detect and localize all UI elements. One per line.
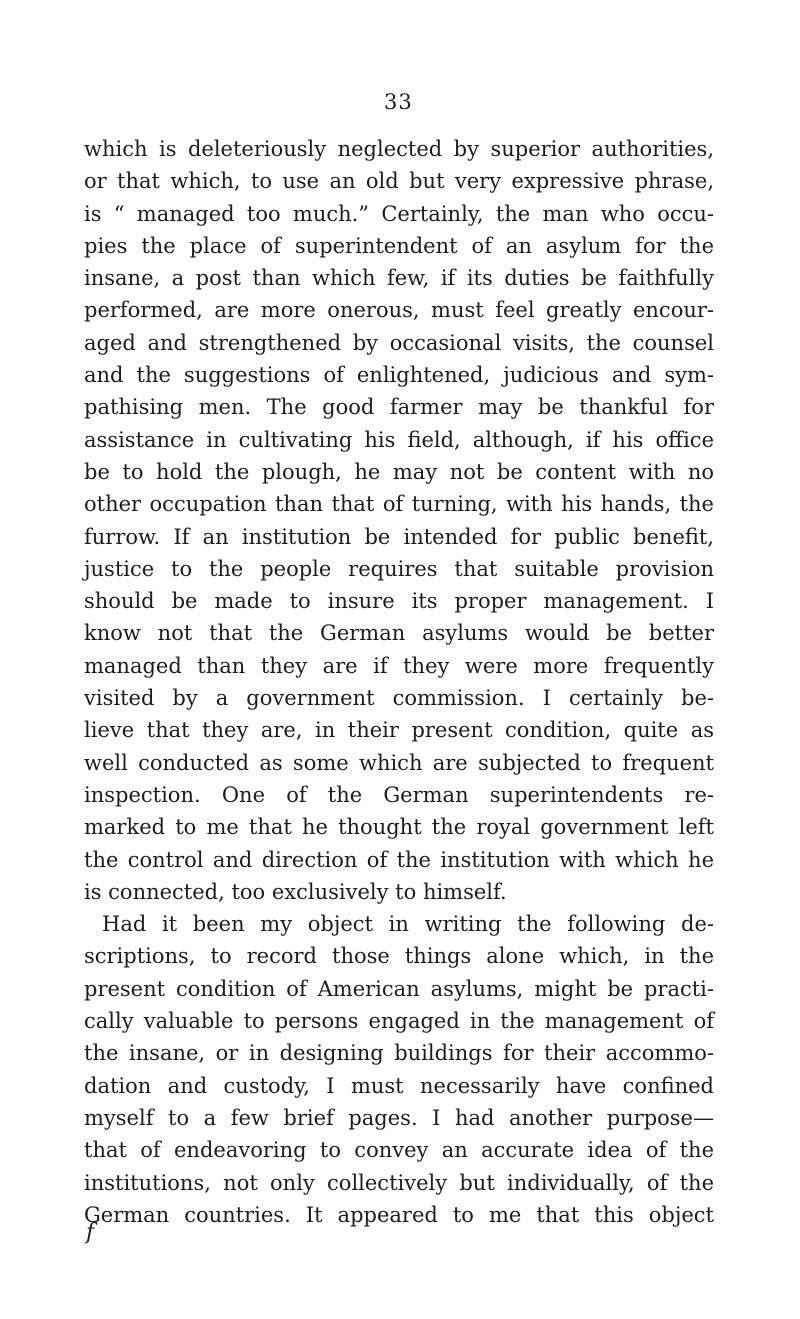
text-line: German countries. It appeared to me that this object (84, 1202, 714, 1227)
text-line: scriptions, to record those things alone which, in the (84, 944, 714, 969)
text-line: or that which, to use an old but very expressive phrase, (84, 169, 714, 194)
text-line: is connected, too exclusively to himself. (84, 879, 507, 904)
text-line: is “ managed too much.” Certainly, the man who occu- (84, 201, 714, 226)
text-line: be to hold the plough, he may not be content with no (84, 459, 714, 484)
text-line: lieve that they are, in their present condition, quite as (84, 718, 714, 743)
text-line: know not that the German asylums would be better (84, 621, 714, 646)
text-line: institutions, not only collectively but individually, of the (84, 1170, 714, 1195)
text-line: assistance in cultivating his field, although, if his office (84, 427, 714, 452)
text-line: other occupation than that of turning, with his hands, the (84, 492, 714, 517)
page-number: 33 (384, 90, 413, 114)
text-line: pathising men. The good farmer may be thankful for (84, 395, 714, 420)
signature-mark: f (86, 1220, 95, 1245)
text-line: furrow. If an institution be intended for public benefit, (84, 524, 714, 549)
text-line: visited by a government commission. I certainly be- (84, 686, 714, 711)
body-text (84, 133, 714, 1231)
text-line: that of endeavoring to convey an accurate idea of the (84, 1138, 714, 1163)
text-line: Had it been my object in writing the following de- (102, 912, 714, 937)
text-line: justice to the people requires that suitable provision (84, 556, 714, 581)
text-line: performed, are more onerous, must feel greatly encour- (84, 298, 714, 323)
text-line: aged and strengthened by occasional visits, the counsel (84, 330, 714, 355)
text-line: the insane, or in designing buildings for their accommo- (84, 1041, 714, 1066)
text-line: should be made to insure its proper management. I (84, 589, 714, 614)
text-line: pies the place of superintendent of an asylum for the (84, 233, 714, 258)
text-line: myself to a few brief pages. I had another purpose— (84, 1105, 714, 1130)
text-line: the control and direction of the institution with which he (84, 847, 714, 872)
text-line: present condition of American asylums, might be practi- (84, 976, 714, 1001)
text-line: marked to me that he thought the royal government left (84, 815, 714, 840)
text-line: inspection. One of the German superintendents re- (84, 782, 714, 807)
text-line: well conducted as some which are subjected to frequent (84, 750, 714, 775)
text-line: which is deleteriously neglected by superior authorities, (84, 137, 714, 161)
text-line: dation and custody, I must necessarily have confined (84, 1073, 714, 1098)
text-line: and the suggestions of enlightened, judicious and sym- (84, 363, 714, 388)
text-line: managed than they are if they were more frequently (84, 653, 714, 678)
text-line: cally valuable to persons engaged in the management of (84, 1009, 714, 1034)
text-line: insane, a post than which few, if its duties be faithfully (84, 266, 714, 291)
